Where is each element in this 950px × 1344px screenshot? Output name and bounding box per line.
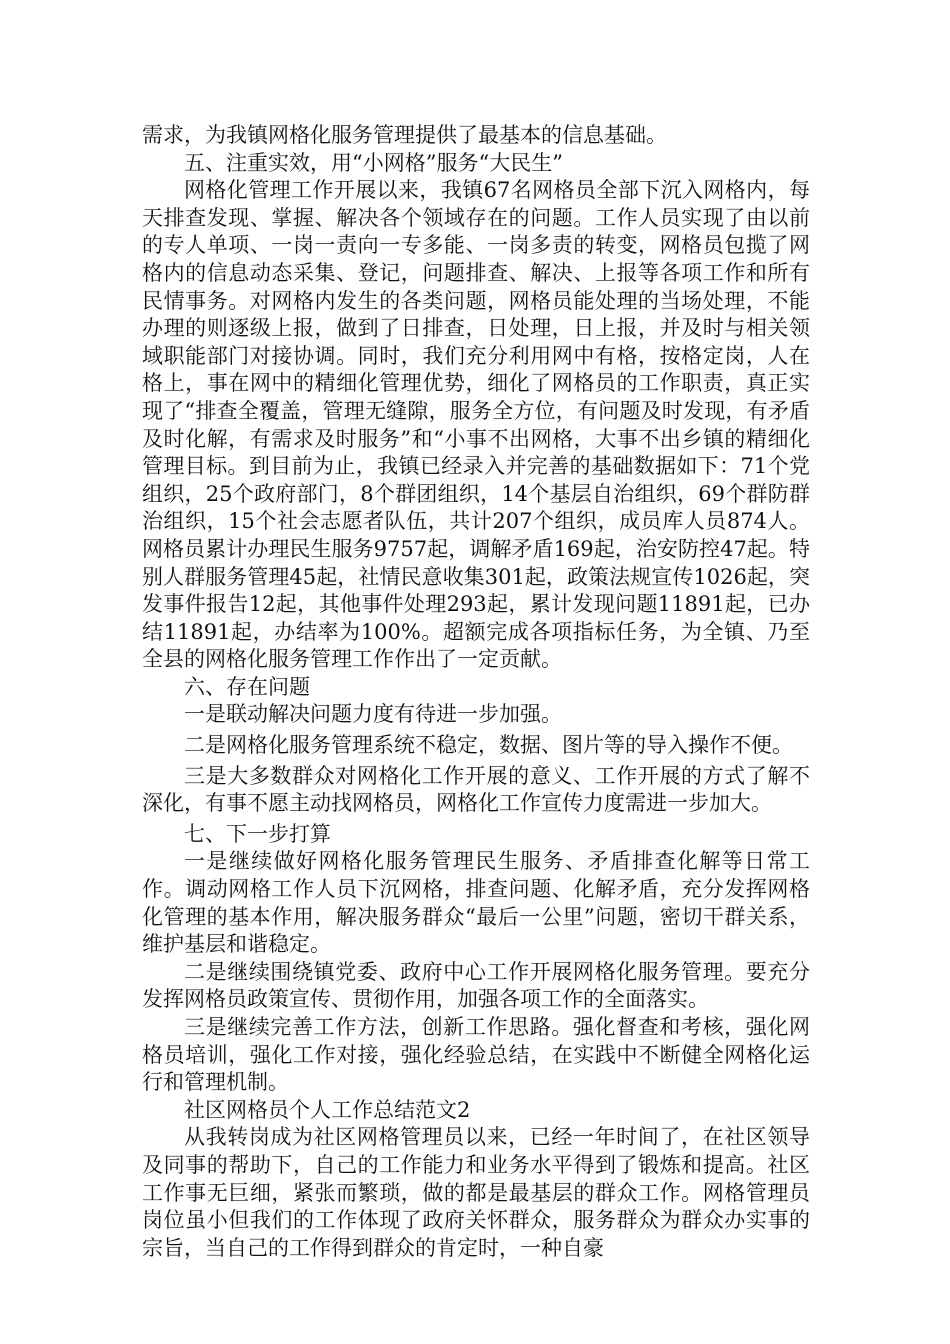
section-heading-5: 五、注重实效，用“小网格”服务“大民生” — [184, 150, 563, 175]
paragraph-plan-1: 一是继续做好网格化服务管理民生服务、矛盾排查化解等日常工作。调动网格工作人员下沉网格，排查问题、化解矛盾，充分发挥网格化管理的基本作用，解决服务群众“最后一公里”问题，密切干群关系，维护基层和谐稳定。 — [142, 849, 810, 957]
paragraph-issue-3: 三是大多数群众对网格化工作开展的意义、工作开展的方式了解不深化，有事不愿主动找网格员，网格化工作宣传力度需进一步加大。 — [142, 763, 810, 816]
section-heading-6: 六、存在问题 — [184, 674, 310, 699]
paragraph-plan-3: 三是继续完善工作方法，创新工作思路。强化督查和考核，强化网格员培训，强化工作对接，强化经验总结，在实践中不断健全网格化运行和管理机制。 — [142, 1015, 810, 1095]
paragraph-body: 网格化管理工作开展以来，我镇67名网格员全部下沉入网格内，每天排查发现、掌握、解决各个领域存在的问题。工作人员实现了由以前的专人单项、一岗一责向一专多能、一岗多责的转变，网格员包揽了网格内的信息动态采集、登记，问题排查、解决、上报等各项工作和所有民情事务。对网格内发生的各类问题，网格员能处理的当场处理，不能办理的则逐级上报，做到了日排查，日处理，日上报，并及时与相关领域职能部门对接协调。同时，我们充分利用网中有格，按格定岗，人在格上，事在网中的精细化管理优势，细化了网格员的工作职责，真正实现了“排查全覆盖，管理无缝隙，服务全方位，有问题及时发现，有矛盾及时化解，有需求及时服务”和“小事不出网格，大事不出乡镇的精细化管理目标。到目前为止，我镇已经录入并完善的基础数据如下：71个党组织，25个政府部门，8个群团组织，14个基层自治组织，69个群防群治组织，15个社会志愿者队伍，共计207个组织，成员库人员874人。网格员累计办理民生服务9757起，调解矛盾169起，治安防控47起。特别人群服务管理45起，社情民意收集301起，政策法规宣传1026起，突发事件报告12起，其他事件处理293起，累计发现问题11891起，已办结11891起，办结率为100%。超额完成各项指标任务，为全镇、乃至全县的网格化服务管理工作作出了一定贡献。 — [142, 178, 810, 672]
article-title-2: 社区网格员个人工作总结范文2 — [184, 1097, 471, 1122]
paragraph-article-2-body: 从我转岗成为社区网格管理员以来，已经一年时间了，在社区领导及同事的帮助下，自己的工作能力和业务水平得到了锻炼和提高。社区工作事无巨细，紧张而繁琐，做的都是最基层的群众工作。网格管理员岗位虽小但我们的工作体现了政府关怀群众，服务群众为群众办实事的宗旨，当自己的工作得到群众的肯定时，一种自豪 — [142, 1125, 810, 1260]
paragraph-plan-2: 二是继续围绕镇党委、政府中心工作开展网格化服务管理。要充分发挥网格员政策宣传、贯彻作用，加强各项工作的全面落实。 — [142, 959, 810, 1012]
paragraph-continuation: 需求，为我镇网格化服务管理提供了最基本的信息基础。 — [142, 123, 667, 147]
document-page — [142, 122, 810, 1262]
paragraph-issue-1: 一是联动解决问题力度有待进一步加强。 — [184, 702, 562, 727]
section-heading-7: 七、下一步打算 — [184, 821, 331, 846]
paragraph-issue-2: 二是网格化服务管理系统不稳定，数据、图片等的导入操作不便。 — [184, 733, 793, 758]
